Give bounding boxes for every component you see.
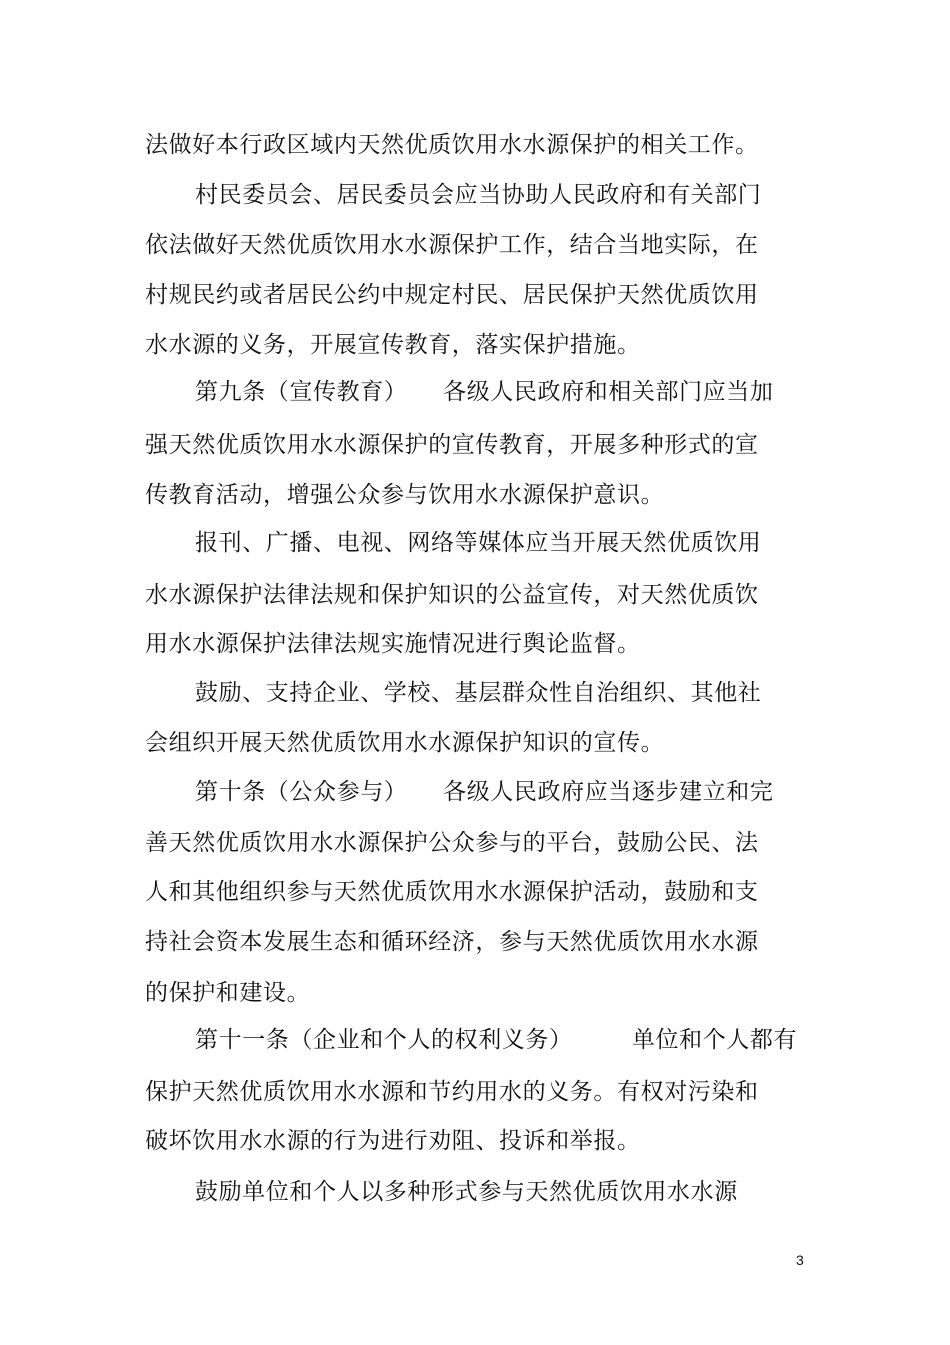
text-line: 法做好本行政区域内天然优质饮用水水源保护的相关工作。 [145,132,759,158]
text-line: 用水水源保护法律法规实施情况进行舆论监督。 [145,631,641,657]
text-line: 破坏饮用水水源的行为进行劝阻、投诉和举报。 [145,1128,641,1154]
text-line: 依法做好天然优质饮用水水源保护工作，结合当地实际，在 [145,232,759,258]
article-heading-9: 第九条（宣传教育） 各级人民政府和相关部门应当加 [195,379,774,405]
paragraph-start: 村民委员会、居民委员会应当协助人民政府和有关部门 [195,182,762,208]
text-line: 水水源保护法律法规和保护知识的公益宣传，对天然优质饮 [145,582,759,608]
text-line: 村规民约或者居民公约中规定村民、居民保护天然优质饮用 [145,282,759,308]
text-line: 强天然优质饮用水水源保护的宣传教育，开展多种形式的宣 [145,432,759,458]
paragraph-start: 报刊、广播、电视、网络等媒体应当开展天然优质饮用 [195,530,762,556]
text-line: 的保护和建设。 [145,980,311,1006]
paragraph-start: 鼓励单位和个人以多种形式参与天然优质饮用水水源 [195,1179,738,1205]
article-heading-11: 第十一条（企业和个人的权利义务） 单位和个人都有 [195,1027,798,1053]
text-line: 会组织开展天然优质饮用水水源保护知识的宣传。 [145,730,665,756]
page-number: 3 [796,1252,804,1268]
text-line: 传教育活动，增强公众参与饮用水水源保护意识。 [145,482,665,508]
paragraph-start: 鼓励、支持企业、学校、基层群众性自治组织、其他社 [195,680,762,706]
text-line: 水水源的义务，开展宣传教育，落实保护措施。 [145,332,641,358]
text-line: 人和其他组织参与天然优质饮用水水源保护活动，鼓励和支 [145,879,759,905]
text-line: 善天然优质饮用水水源保护公众参与的平台，鼓励公民、法 [145,830,759,856]
text-line: 保护天然优质饮用水水源和节约用水的义务。有权对污染和 [145,1079,759,1105]
text-line: 持社会资本发展生态和循环经济，参与天然优质饮用水水源 [145,929,759,955]
article-heading-10: 第十条（公众参与） 各级人民政府应当逐步建立和完 [195,779,774,805]
